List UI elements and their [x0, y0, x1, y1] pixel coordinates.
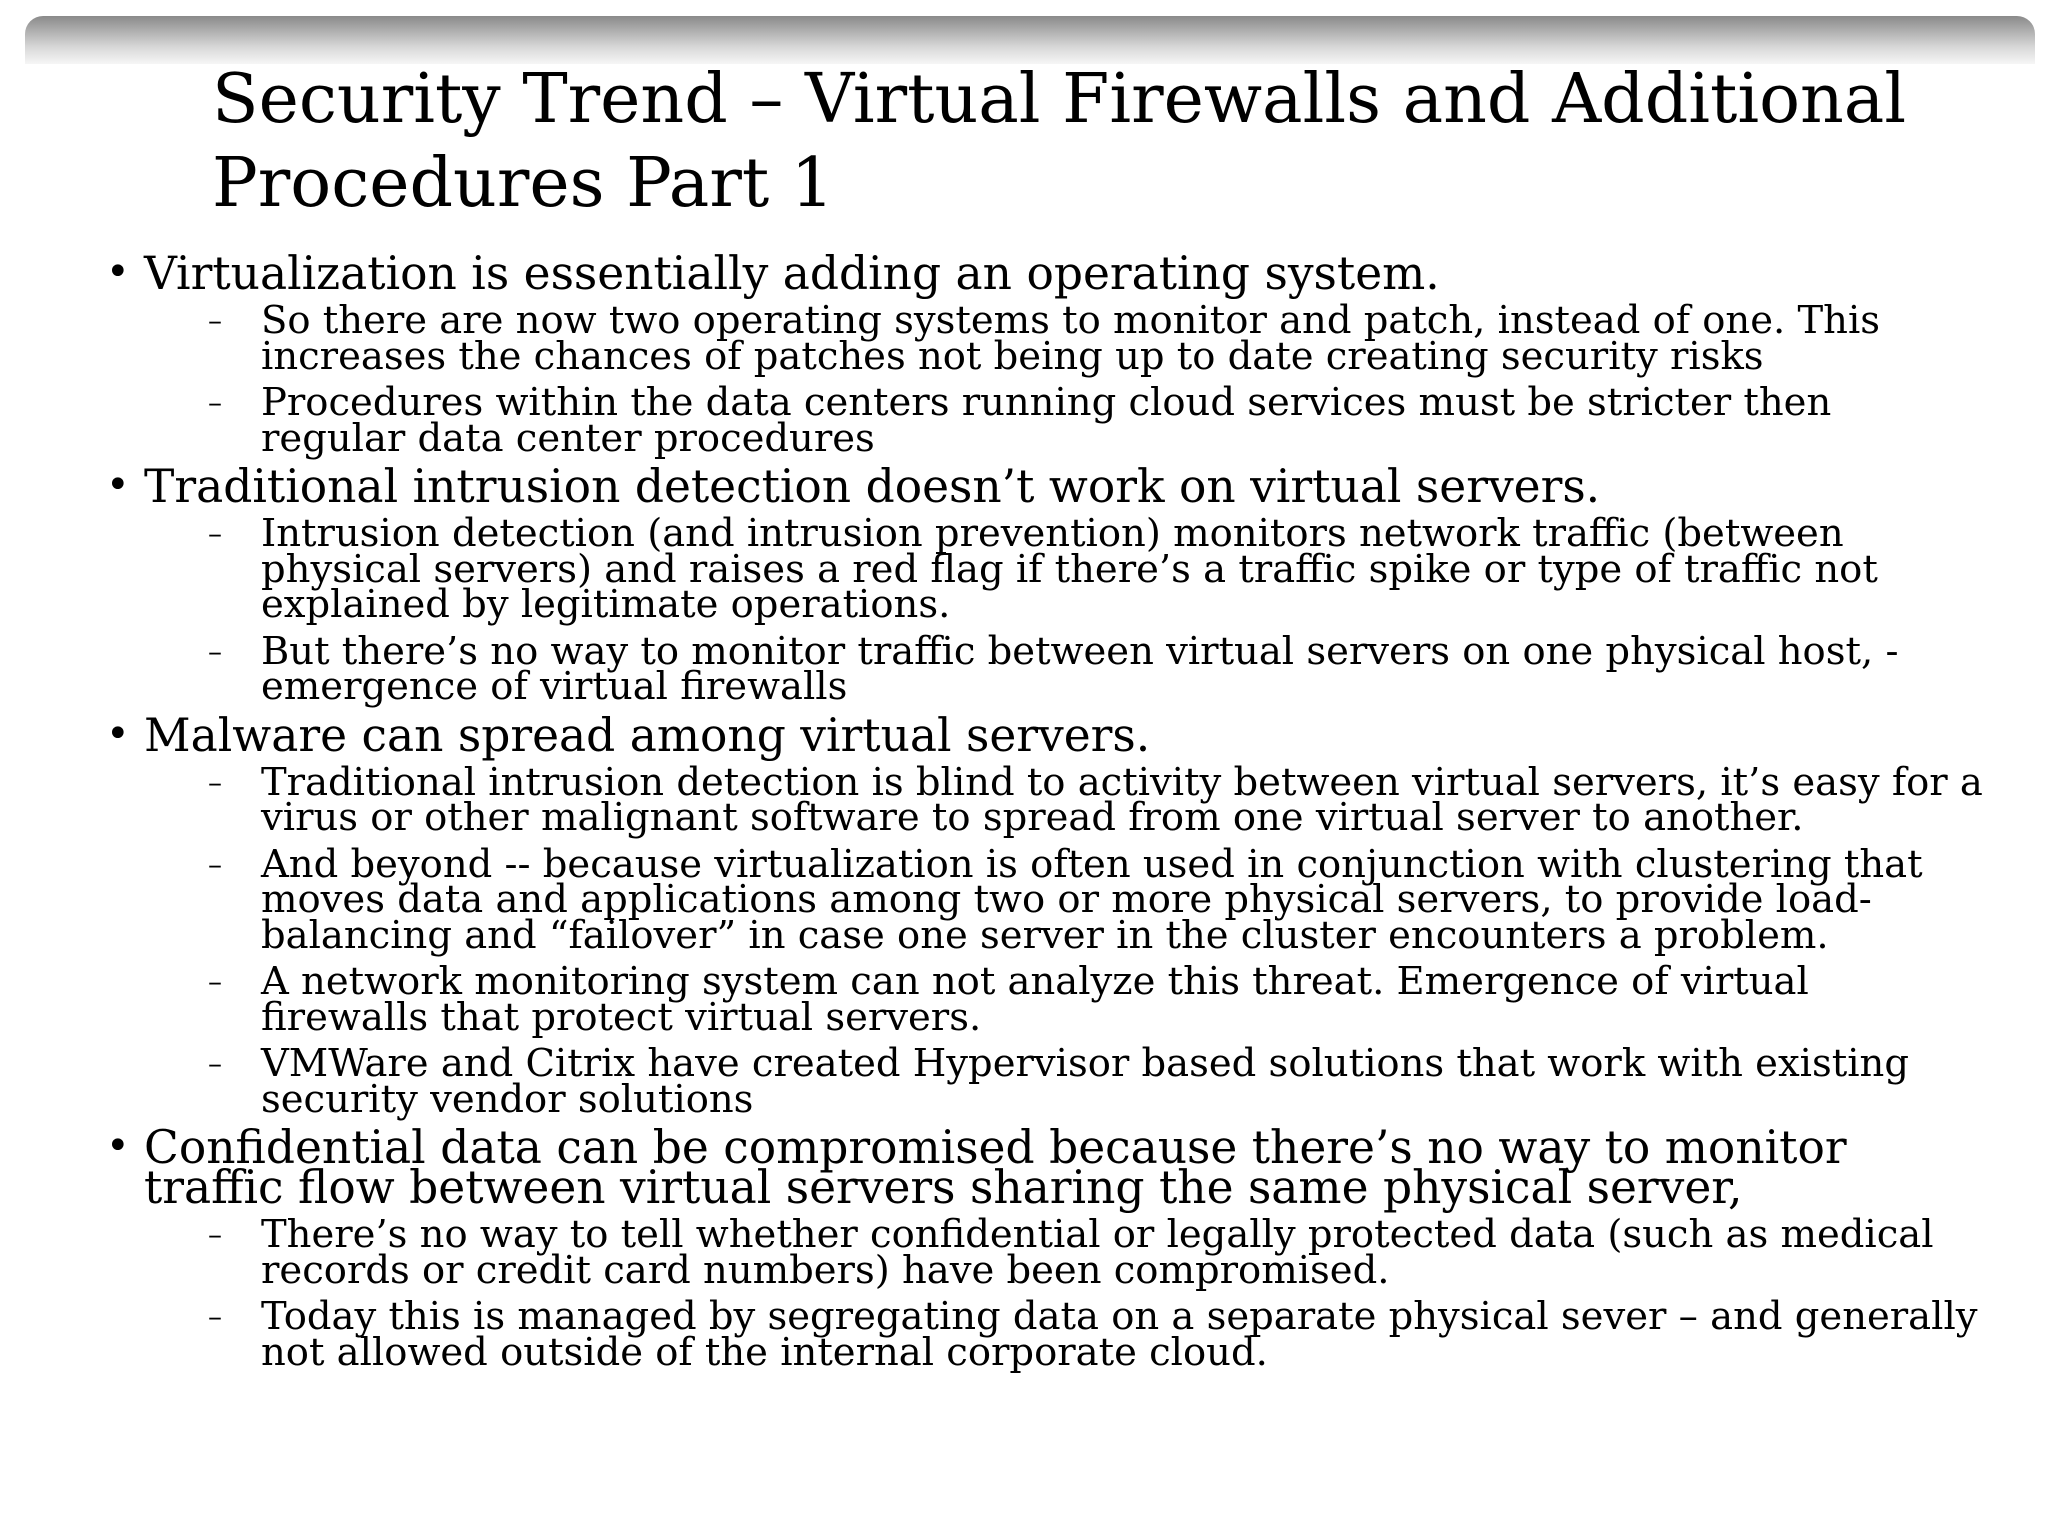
- bullet-icon: •: [106, 710, 130, 757]
- dash-icon: –: [208, 634, 222, 668]
- bullet-text: Virtualization is essentially adding an operating system.: [144, 247, 1440, 300]
- sub-bullet-text: Procedures within the data centers running cloud services must be stricter then regular data center procedures: [261, 380, 1832, 461]
- sub-bullet-item: [104, 959, 1984, 1040]
- dash-icon: –: [208, 1300, 222, 1333]
- bullet-item: [104, 247, 1984, 300]
- bullet-icon: •: [106, 462, 130, 508]
- header-bar: [25, 16, 2035, 64]
- sub-bullet-item: [104, 628, 1984, 709]
- dash-icon: –: [208, 1218, 222, 1251]
- bullet-text: Malware can spread among virtual servers.: [144, 708, 1151, 762]
- sub-bullet-text: Today this is managed by segregating data on a separate physical sever – and generally not allowed outside of the internal corporate cloud.: [261, 1294, 1978, 1375]
- slide-title: Security Trend – Virtual Firewalls and Additional Procedures Part 1: [212, 60, 1907, 223]
- sub-bullet-item: [104, 298, 1984, 379]
- dash-icon: –: [208, 765, 222, 799]
- bullet-icon: •: [106, 249, 130, 295]
- sub-bullet-item: [104, 380, 1984, 461]
- sub-bullet-item: [104, 841, 1984, 958]
- sub-bullet-text: But there’s no way to monitor traffic between virtual servers on one physical host, - emergence of virtual firewalls: [261, 628, 1899, 709]
- sub-bullet-item: [104, 1212, 1984, 1293]
- bullet-item: [104, 1121, 1984, 1214]
- dash-icon: –: [208, 304, 222, 337]
- sub-bullet-item: [104, 511, 1984, 627]
- dash-icon: –: [208, 965, 222, 998]
- sub-bullet-item: [104, 1041, 1984, 1122]
- sub-bullet-text: Traditional intrusion detection is blind to activity between virtual servers, it’s easy for a virus or other malignant software to spread from one virtual server to another.: [261, 759, 1983, 840]
- bullet-text: Confidential data can be compromised because there’s no way to monitor traffic flow between virtual servers sharing the same physical server,: [144, 1121, 1847, 1214]
- dash-icon: –: [208, 847, 222, 881]
- sub-bullet-text: There’s no way to tell whether confidential or legally protected data (such as medical records or credit card numbers) have been compromised.: [261, 1212, 1934, 1293]
- sub-bullet-text: A network monitoring system can not analyze this threat. Emergence of virtual firewalls that protect virtual servers.: [261, 959, 1809, 1040]
- sub-bullet-item: [104, 1294, 1984, 1375]
- bullet-icon: •: [106, 1123, 130, 1169]
- sub-bullet-item: [104, 759, 1984, 840]
- bullet-item: [104, 460, 1984, 513]
- slide-body: [104, 247, 1984, 1381]
- sub-bullet-text: So there are now two operating systems to monitor and patch, instead of one. This increases the chances of patches not being up to date creating security risks: [261, 298, 1881, 379]
- sub-bullet-text: And beyond -- because virtualization is often used in conjunction with clustering that moves data and applications among two or more physical servers, to provide load-balancing and “failover” in case one server in the cluster encounters a problem.: [261, 841, 1923, 958]
- sub-bullet-text: Intrusion detection (and intrusion prevention) monitors network traffic (between physical servers) and raises a red flag if there’s a traffic spike or type of traffic not explained by legitimate operations.: [261, 511, 1878, 627]
- sub-bullet-text: VMWare and Citrix have created Hypervisor based solutions that work with existing security vendor solutions: [261, 1041, 1909, 1122]
- bullet-text: Traditional intrusion detection doesn’t work on virtual servers.: [144, 460, 1601, 513]
- dash-icon: –: [208, 517, 222, 550]
- dash-icon: –: [208, 386, 222, 419]
- bullet-item: [104, 708, 1984, 762]
- dash-icon: –: [208, 1047, 222, 1080]
